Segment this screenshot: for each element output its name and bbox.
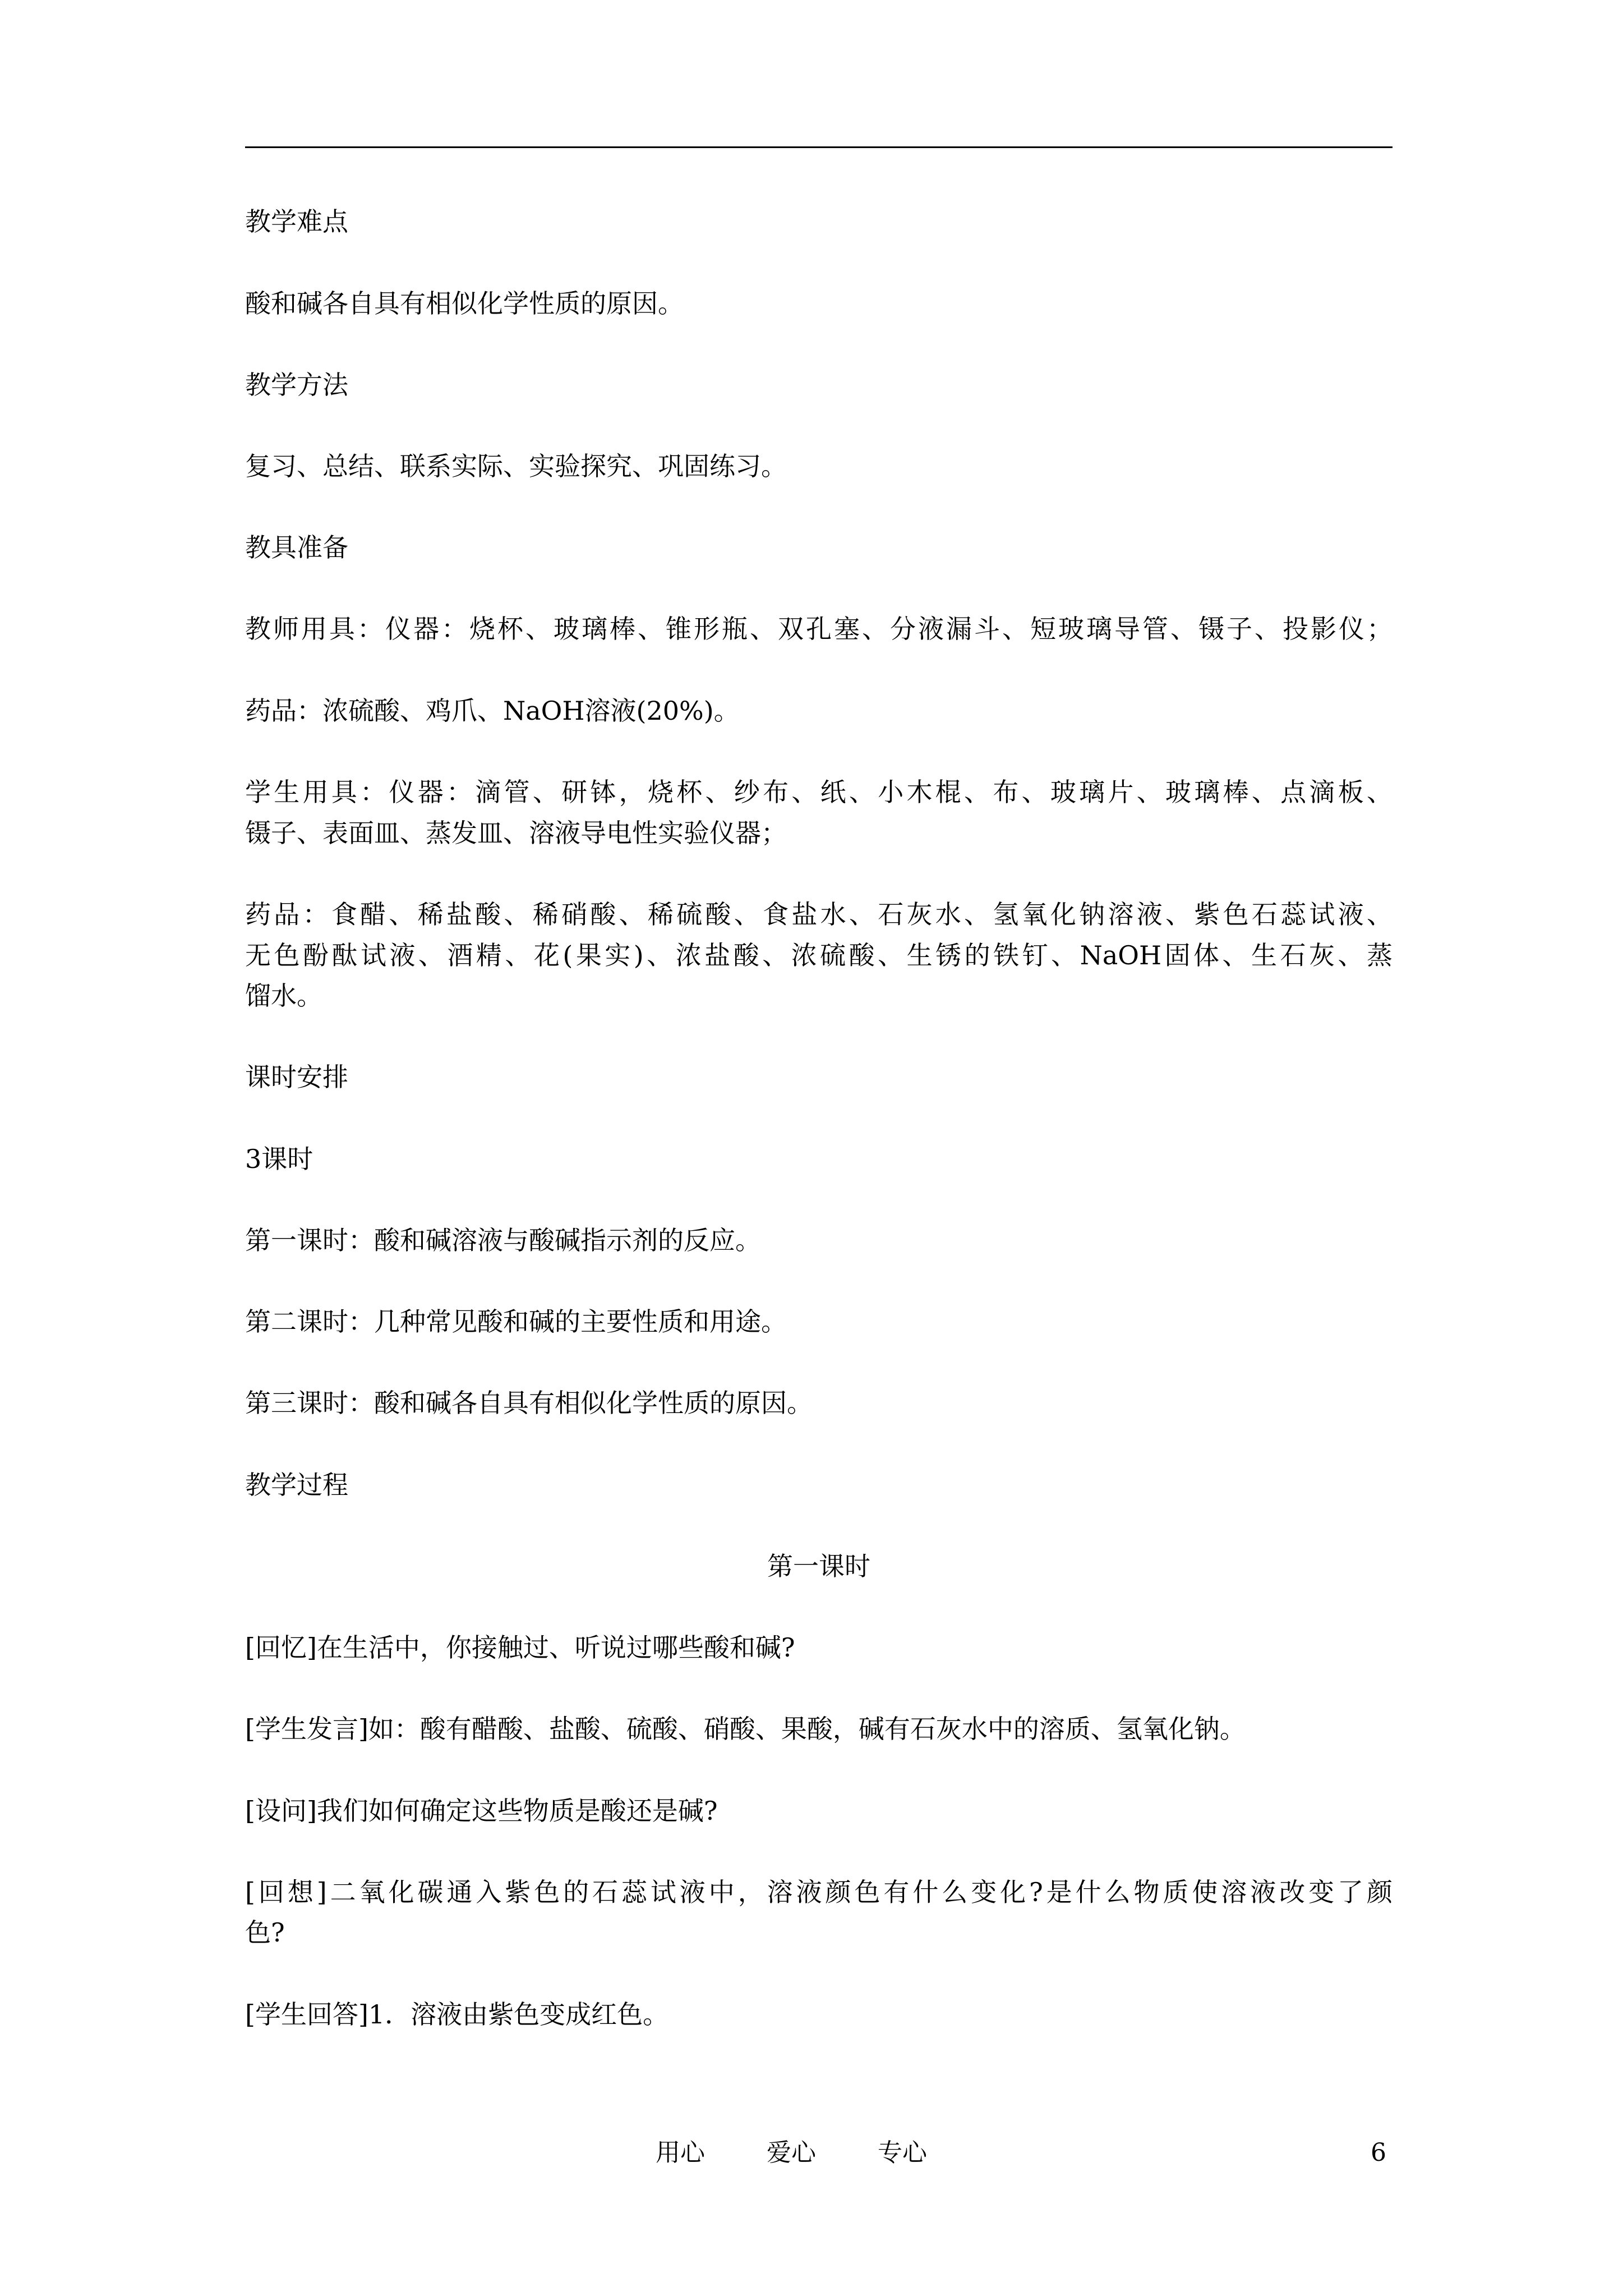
header-rule (245, 146, 1393, 148)
paragraph-period-3: 第三课时：酸和碱各自具有相似化学性质的原因。 (245, 1388, 813, 1418)
paragraph-method: 复习、总结、联系实际、实验探究、巩固练习。 (245, 451, 787, 481)
footer-motto (656, 2138, 927, 2167)
paragraph-student-reagents-line3: 馏水。 (245, 981, 322, 1011)
paragraph-student-reagents-line1: 药品：食醋、稀盐酸、稀硝酸、稀硫酸、食盐水、石灰水、氢氧化钠溶液、紫色石蕊试液、 (245, 899, 1393, 930)
paragraph-period-1: 第一课时：酸和碱溶液与酸碱指示剂的反应。 (245, 1225, 761, 1255)
paragraph-difficulty: 酸和碱各自具有相似化学性质的原因。 (245, 288, 684, 319)
paragraph-teacher-tools: 教师用具：仪器：烧杯、玻璃棒、锥形瓶、双孔塞、分液漏斗、短玻璃导管、镊子、投影仪； (245, 614, 1393, 644)
paragraph-student-answer: [学生回答]1．溶液由紫色变成红色。 (245, 1999, 669, 2030)
footer-motto-1: 用心 (656, 2138, 705, 2167)
paragraph-reflect-line1: [回想]二氧化碳通入紫色的石蕊试液中，溶液颜色有什么变化?是什么物质使溶液改变了颜 (245, 1877, 1393, 1907)
heading-teaching-difficulty: 教学难点 (245, 206, 348, 237)
paragraph-student-speech: [学生发言]如：酸有醋酸、盐酸、硫酸、硝酸、果酸，碱有石灰水中的溶质、氢氧化钠。 (245, 1714, 1246, 1744)
heading-teaching-method: 教学方法 (245, 370, 348, 400)
heading-teaching-process: 教学过程 (245, 1470, 348, 1500)
paragraph-recall: [回忆]在生活中，你接触过、听说过哪些酸和碱? (245, 1632, 795, 1663)
page-number: 6 (1371, 2138, 1386, 2167)
footer-motto-2: 爱心 (767, 2138, 816, 2167)
paragraph-student-tools-line1: 学生用具：仪器：滴管、研钵，烧杯、纱布、纸、小木棍、布、玻璃片、玻璃棒、点滴板、 (245, 777, 1393, 807)
heading-schedule: 课时安排 (245, 1062, 348, 1092)
section-title-first-period: 第一课时 (767, 1551, 870, 1581)
paragraph-student-tools-line2: 镊子、表面皿、蒸发皿、溶液导电性实验仪器； (245, 818, 787, 848)
heading-teaching-aids: 教具准备 (245, 532, 348, 563)
footer-motto-3: 专心 (878, 2138, 927, 2167)
paragraph-question: [设问]我们如何确定这些物质是酸还是碱? (245, 1796, 718, 1826)
paragraph-period-2: 第二课时：几种常见酸和碱的主要性质和用途。 (245, 1306, 787, 1337)
paragraph-reflect-line2: 色? (245, 1917, 285, 1948)
paragraph-student-reagents-line2: 无色酚酞试液、酒精、花(果实)、浓盐酸、浓硫酸、生锈的铁钉、NaOH固体、生石灰、蒸 (245, 940, 1393, 970)
paragraph-teacher-reagents: 药品：浓硫酸、鸡爪、NaOH溶液(20%)。 (245, 696, 740, 726)
paragraph-periods: 3课时 (245, 1144, 313, 1174)
